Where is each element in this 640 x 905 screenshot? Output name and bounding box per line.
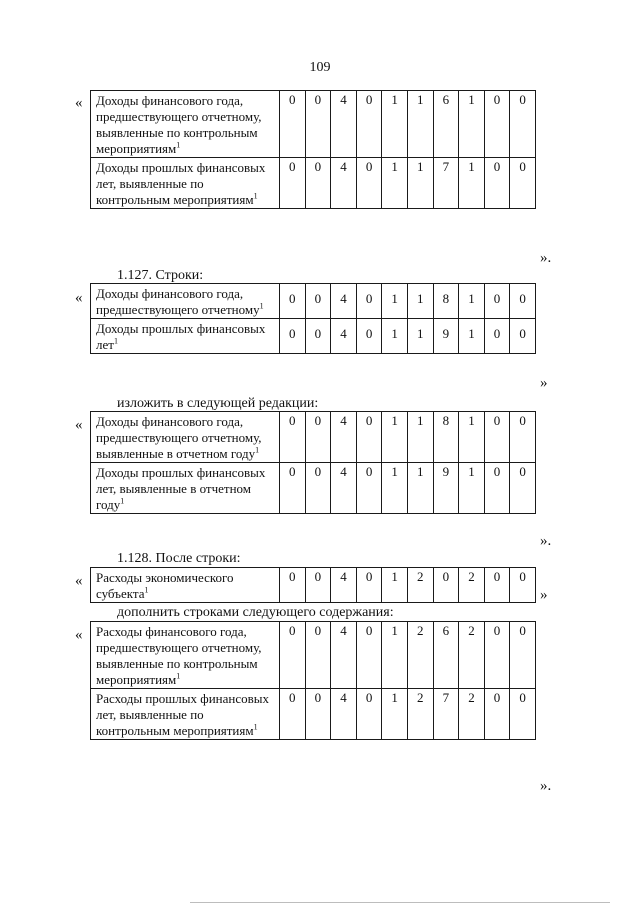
code-digit: 0: [484, 412, 510, 463]
code-digit: 0: [280, 689, 306, 740]
code-table-1: [90, 90, 536, 209]
code-digit: 8: [433, 284, 459, 319]
row-label: [91, 158, 280, 209]
bottom-scan-line: [190, 902, 610, 903]
footnote-marker: 1: [253, 191, 258, 201]
row-label-text: Расходы прошлых финансовых лет, выявленные по контрольным мероприятиям: [96, 691, 269, 738]
code-digit: 0: [510, 568, 536, 603]
code-digit: 0: [280, 319, 306, 354]
code-digit: 4: [331, 319, 357, 354]
open-quote: «: [75, 95, 83, 111]
footnote-marker: 1: [253, 722, 258, 732]
row-label-text: Доходы финансового года, предшествующего отчетному: [96, 286, 260, 317]
code-digit: 2: [459, 622, 485, 689]
code-digit: 1: [382, 412, 408, 463]
row-label-text: Доходы финансового года, предшествующего отчетному, выявленные по контрольным мероприятиям: [96, 93, 262, 156]
table-row: [91, 463, 536, 514]
amendment-note-1128: 1.128. После строки:: [117, 551, 241, 566]
code-digit: 1: [407, 463, 433, 514]
table-row: [91, 319, 536, 354]
code-digit: 1: [407, 91, 433, 158]
footnote-marker: 1: [120, 496, 125, 506]
row-label-text: Доходы финансового года, предшествующего отчетному, выявленные в отчетном году: [96, 414, 262, 461]
code-digit: 1: [407, 284, 433, 319]
code-digit: 0: [356, 622, 382, 689]
code-digit: 0: [356, 284, 382, 319]
code-digit: 1: [459, 319, 485, 354]
code-digit: 1: [382, 158, 408, 209]
code-digit: 0: [280, 622, 306, 689]
code-digit: 0: [280, 158, 306, 209]
code-table-3: [90, 411, 536, 514]
page-number: 109: [309, 60, 331, 75]
code-digit: 9: [433, 463, 459, 514]
code-digit: 0: [280, 568, 306, 603]
code-digit: 0: [484, 463, 510, 514]
code-digit: 0: [280, 463, 306, 514]
code-digit: 4: [331, 158, 357, 209]
code-digit: 0: [305, 412, 331, 463]
code-digit: 6: [433, 622, 459, 689]
code-digit: 0: [356, 412, 382, 463]
code-table-5: [90, 621, 536, 740]
code-digit: 0: [356, 568, 382, 603]
row-label: [91, 689, 280, 740]
code-digit: 0: [305, 319, 331, 354]
code-digit: 1: [382, 568, 408, 603]
code-digit: 4: [331, 412, 357, 463]
code-digit: 0: [305, 284, 331, 319]
row-label-text: Расходы экономического субъекта: [96, 570, 234, 601]
code-digit: 0: [510, 91, 536, 158]
code-digit: 0: [510, 622, 536, 689]
code-digit: 1: [407, 319, 433, 354]
code-digit: 2: [459, 568, 485, 603]
code-digit: 0: [280, 412, 306, 463]
table-row: [91, 158, 536, 209]
table-row: [91, 689, 536, 740]
code-digit: 0: [510, 689, 536, 740]
code-digit: 0: [484, 319, 510, 354]
code-digit: 0: [510, 463, 536, 514]
table-row: [91, 412, 536, 463]
code-digit: 7: [433, 158, 459, 209]
row-label: [91, 412, 280, 463]
footnote-marker: 1: [255, 445, 260, 455]
code-digit: 0: [305, 463, 331, 514]
code-digit: 1: [459, 284, 485, 319]
code-digit: 4: [331, 284, 357, 319]
code-digit: 2: [407, 689, 433, 740]
code-digit: 0: [305, 91, 331, 158]
code-digit: 1: [407, 158, 433, 209]
code-digit: 1: [382, 91, 408, 158]
code-digit: 1: [459, 412, 485, 463]
code-digit: 0: [356, 689, 382, 740]
open-quote: «: [75, 417, 83, 433]
code-digit: 0: [484, 158, 510, 209]
code-digit: 1: [459, 463, 485, 514]
code-digit: 1: [459, 91, 485, 158]
code-digit: 1: [382, 622, 408, 689]
code-digit: 0: [484, 284, 510, 319]
code-digit: 1: [382, 689, 408, 740]
row-label: [91, 463, 280, 514]
open-quote: «: [75, 290, 83, 306]
code-digit: 2: [407, 622, 433, 689]
open-quote: «: [75, 573, 83, 589]
code-digit: 0: [280, 91, 306, 158]
code-digit: 0: [356, 158, 382, 209]
footnote-marker: 1: [144, 585, 149, 595]
open-quote: «: [75, 627, 83, 643]
close-quote: ».: [540, 778, 552, 794]
code-digit: 2: [459, 689, 485, 740]
footnote-marker: 1: [176, 671, 181, 681]
amendment-note-replace: изложить в следующей редакции:: [117, 396, 319, 411]
code-digit: 7: [433, 689, 459, 740]
row-label: [91, 319, 280, 354]
code-digit: 8: [433, 412, 459, 463]
code-digit: 0: [305, 568, 331, 603]
footnote-marker: 1: [259, 301, 264, 311]
code-digit: 0: [484, 91, 510, 158]
code-digit: 0: [484, 568, 510, 603]
code-digit: 0: [510, 319, 536, 354]
table-row: [91, 284, 536, 319]
code-digit: 1: [382, 284, 408, 319]
code-digit: 0: [356, 319, 382, 354]
code-table-4: [90, 567, 536, 603]
close-quote: »: [540, 375, 548, 391]
code-digit: 0: [510, 412, 536, 463]
code-digit: 2: [407, 568, 433, 603]
row-label: [91, 568, 280, 603]
row-label-text: Расходы финансового года, предшествующего отчетному, выявленные по контрольным мероприятиям: [96, 624, 262, 687]
code-digit: 0: [356, 91, 382, 158]
code-digit: 1: [459, 158, 485, 209]
code-digit: 9: [433, 319, 459, 354]
close-quote: ».: [540, 533, 552, 549]
row-label: [91, 91, 280, 158]
code-digit: 0: [510, 158, 536, 209]
code-digit: 0: [433, 568, 459, 603]
close-quote: »: [540, 587, 548, 603]
code-digit: 1: [407, 412, 433, 463]
footnote-marker: 1: [176, 140, 181, 150]
row-label-text: Доходы прошлых финансовых лет, выявленные в отчетном году: [96, 465, 266, 512]
amendment-note-1127: 1.127. Строки:: [117, 268, 204, 283]
row-label-text: Доходы прошлых финансовых лет, выявленные по контрольным мероприятиям: [96, 160, 266, 207]
code-digit: 0: [280, 284, 306, 319]
code-digit: 6: [433, 91, 459, 158]
code-digit: 4: [331, 689, 357, 740]
code-digit: 0: [356, 463, 382, 514]
code-digit: 0: [510, 284, 536, 319]
code-digit: 0: [305, 158, 331, 209]
code-digit: 4: [331, 622, 357, 689]
table-row: [91, 568, 536, 603]
code-digit: 0: [484, 689, 510, 740]
code-digit: 1: [382, 319, 408, 354]
row-label-text: Доходы прошлых финансовых лет: [96, 321, 266, 352]
row-label: [91, 284, 280, 319]
table-row: [91, 622, 536, 689]
code-table-2: [90, 283, 536, 354]
close-quote: ».: [540, 250, 552, 266]
code-digit: 0: [305, 689, 331, 740]
row-label: [91, 622, 280, 689]
footnote-marker: 1: [113, 336, 118, 346]
amendment-note-add: дополнить строками следующего содержания:: [117, 605, 394, 620]
code-digit: 0: [305, 622, 331, 689]
code-digit: 4: [331, 568, 357, 603]
code-digit: 0: [484, 622, 510, 689]
code-digit: 4: [331, 463, 357, 514]
code-digit: 1: [382, 463, 408, 514]
table-row: [91, 91, 536, 158]
code-digit: 4: [331, 91, 357, 158]
